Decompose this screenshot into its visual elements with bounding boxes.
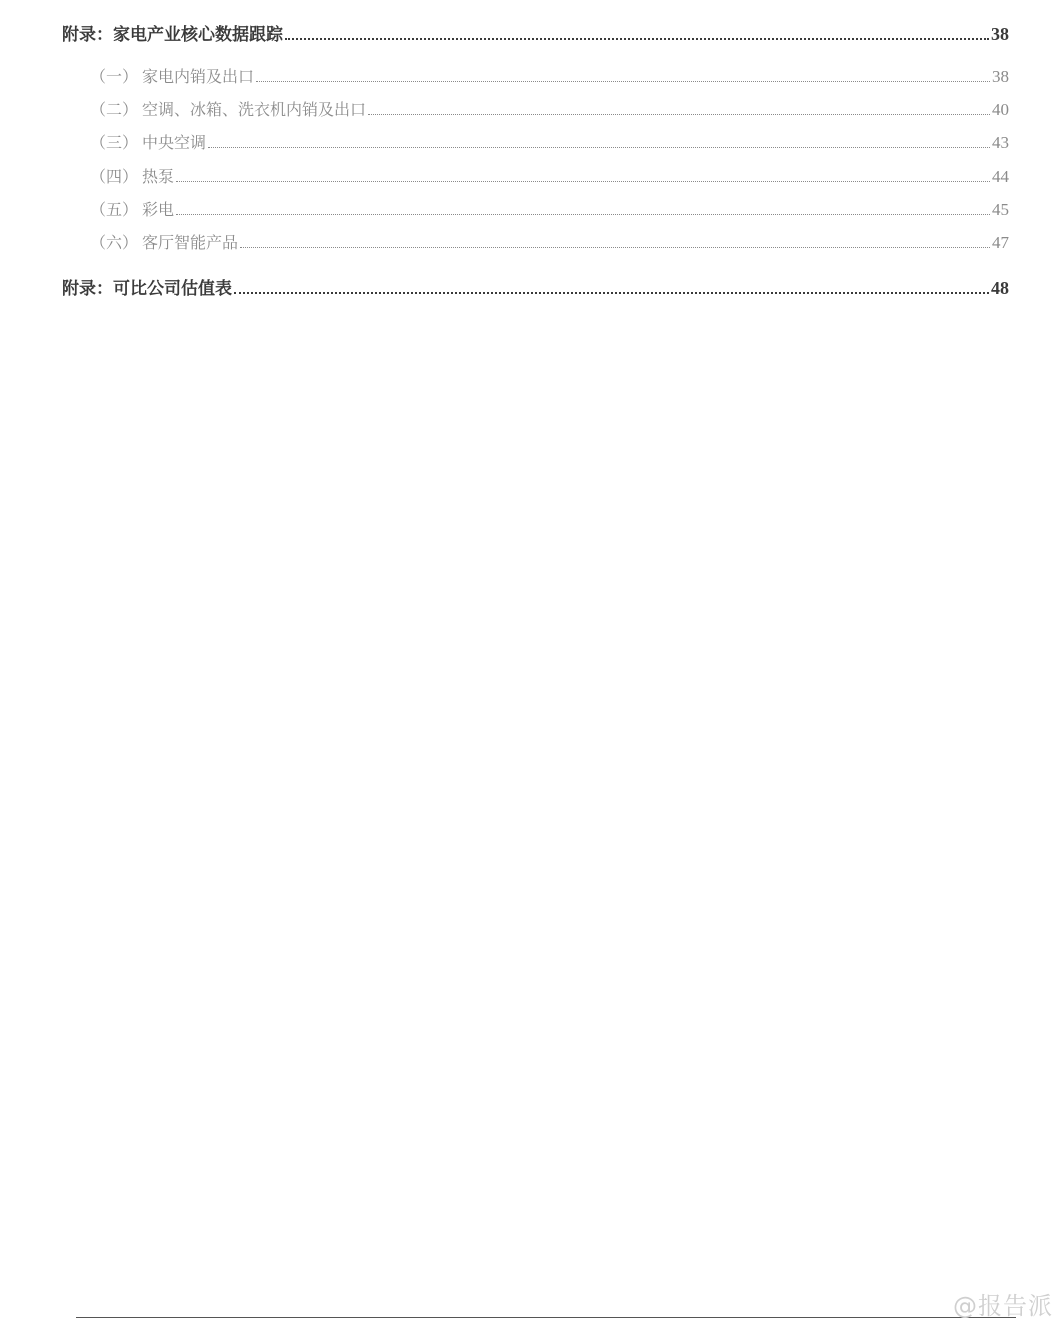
toc-page-number: 40 [992, 100, 1009, 119]
toc-page-number: 43 [992, 133, 1009, 152]
toc-entry-sub-1[interactable] [90, 64, 1009, 87]
toc-leader-dots [234, 291, 989, 294]
toc-title: 附录：可比公司估值表 [62, 279, 232, 299]
toc-item-number: （一） [90, 67, 139, 86]
watermark: @报告派 [953, 1292, 1053, 1320]
footer-divider [76, 1317, 1016, 1318]
toc-leader-dots [285, 37, 989, 40]
toc-item-number: （二） [90, 100, 139, 119]
toc-leader-dots [368, 113, 990, 115]
toc-title: 彩电 [142, 200, 175, 219]
toc-title: 热泵 [142, 167, 175, 186]
toc-page-number: 45 [992, 200, 1009, 219]
toc-page-number: 44 [992, 167, 1009, 186]
toc-title: 中央空调 [142, 133, 207, 152]
toc-leader-dots [208, 146, 990, 148]
toc-entry-appendix-valuation[interactable] [62, 274, 1009, 299]
toc-page-number: 38 [992, 67, 1009, 86]
toc-title: 家电内销及出口 [142, 67, 255, 86]
toc-page-number: 47 [992, 233, 1009, 252]
toc-item-number: （四） [90, 167, 139, 186]
toc-entry-sub-5[interactable] [90, 197, 1009, 220]
toc-page-number: 38 [991, 24, 1009, 44]
toc-leader-dots [176, 180, 990, 182]
toc-entry-sub-3[interactable] [90, 130, 1009, 153]
toc-title: 客厅智能产品 [142, 233, 239, 252]
toc-page-number: 48 [991, 278, 1009, 298]
toc-item-number: （三） [90, 133, 139, 152]
toc-entry-sub-2[interactable] [90, 97, 1009, 120]
toc-leader-dots [240, 246, 990, 248]
toc-entry-sub-4[interactable] [90, 164, 1009, 187]
toc-item-number: （五） [90, 200, 139, 219]
toc-title: 附录：家电产业核心数据跟踪 [62, 25, 283, 45]
toc-title: 空调、冰箱、洗衣机内销及出口 [142, 100, 367, 119]
toc-entry-appendix-industry[interactable] [62, 20, 1009, 45]
toc-leader-dots [256, 80, 990, 82]
toc-leader-dots [176, 213, 990, 215]
toc-item-number: （六） [90, 233, 139, 252]
toc-entry-sub-6[interactable] [90, 230, 1009, 253]
